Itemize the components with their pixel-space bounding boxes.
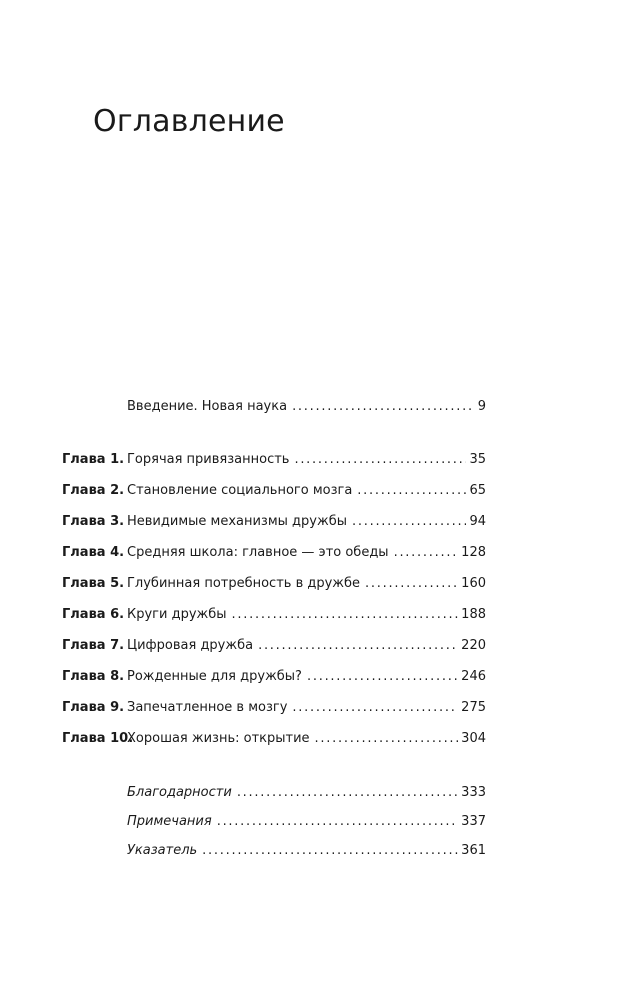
toc-entry-page: 94	[469, 514, 486, 529]
toc-entry-chapter-1[interactable]	[62, 449, 486, 471]
toc-entry-label: Глава 9.	[62, 700, 125, 715]
toc-entry-page: 361	[461, 843, 486, 858]
toc-entry-title: Круги дружбы	[127, 607, 227, 622]
toc-entry-page: 65	[469, 483, 486, 498]
toc-entry-title: Благодарности	[127, 785, 232, 800]
page-title: Оглавление	[93, 104, 285, 139]
dot-leader	[365, 573, 458, 595]
toc-entry-chapter-7[interactable]	[62, 635, 486, 657]
toc-entry-chapter-8[interactable]	[62, 666, 486, 688]
toc-entry-title: Становление социального мозга	[127, 483, 353, 498]
toc-entry-page: 220	[461, 638, 486, 653]
toc-entry-index[interactable]	[62, 840, 486, 862]
toc-entry-label: Глава 1.	[62, 452, 125, 467]
toc-entry-chapter-5[interactable]	[62, 573, 486, 595]
toc-entry-acknowledgements[interactable]	[62, 782, 486, 804]
dot-leader	[352, 511, 466, 533]
toc-entry-page: 9	[477, 399, 486, 414]
toc-entry-title: Средняя школа: главное — это обеды	[127, 545, 389, 560]
toc-entry-page: 160	[461, 576, 486, 591]
toc-entry-title: Введение. Новая наука	[127, 399, 288, 414]
toc-entry-page: 337	[461, 814, 486, 829]
toc-entry-notes[interactable]	[62, 811, 486, 833]
toc-entry-title: Глубинная потребность в дружбе	[127, 576, 361, 591]
toc-entry-label: Глава 3.	[62, 514, 125, 529]
toc-entry-page: 246	[461, 669, 486, 684]
dot-leader	[237, 782, 458, 804]
toc-entry-label: Глава 4.	[62, 545, 125, 560]
toc-entry-page: 304	[461, 731, 486, 746]
toc-entry-title: Запечатленное в мозгу	[127, 700, 288, 715]
toc-entry-page: 275	[461, 700, 486, 715]
toc-entry-page: 333	[461, 785, 486, 800]
toc-entry-chapter-3[interactable]	[62, 511, 486, 533]
toc-entry-label: Глава 10.	[62, 731, 134, 746]
toc-entry-label: Глава 5.	[62, 576, 125, 591]
toc-entry-chapter-2[interactable]	[62, 480, 486, 502]
toc-entry-label: Глава 8.	[62, 669, 125, 684]
dot-leader	[357, 480, 466, 502]
dot-leader	[307, 666, 458, 688]
toc-entry-page: 188	[461, 607, 486, 622]
dot-leader	[232, 604, 459, 626]
toc-entry-chapter-4[interactable]	[62, 542, 486, 564]
dot-leader	[217, 811, 458, 833]
toc-entry-introduction[interactable]	[62, 396, 486, 418]
toc-entry-title: Хорошая жизнь: открытие	[127, 731, 310, 746]
toc-entry-title: Невидимые механизмы дружбы	[127, 514, 347, 529]
toc-entry-label: Глава 6.	[62, 607, 125, 622]
toc-entry-page: 128	[461, 545, 486, 560]
toc-entry-page: 35	[469, 452, 486, 467]
dot-leader	[394, 542, 459, 564]
toc-entry-title: Примечания	[127, 814, 212, 829]
dot-leader	[202, 840, 458, 862]
dot-leader	[315, 728, 459, 750]
toc-entry-title: Цифровая дружба	[127, 638, 254, 653]
toc-entry-chapter-10[interactable]	[62, 728, 486, 750]
toc-entry-title: Рожденные для дружбы?	[127, 669, 302, 684]
toc-entry-chapter-6[interactable]	[62, 604, 486, 626]
toc-entry-chapter-9[interactable]	[62, 697, 486, 719]
toc-entry-label: Глава 7.	[62, 638, 125, 653]
toc-entry-title: Указатель	[127, 843, 198, 858]
dot-leader	[292, 697, 458, 719]
dot-leader	[292, 396, 475, 418]
toc-entry-label: Глава 2.	[62, 483, 125, 498]
dot-leader	[294, 449, 466, 471]
dot-leader	[258, 635, 458, 657]
toc-entry-title: Горячая привязанность	[127, 452, 290, 467]
